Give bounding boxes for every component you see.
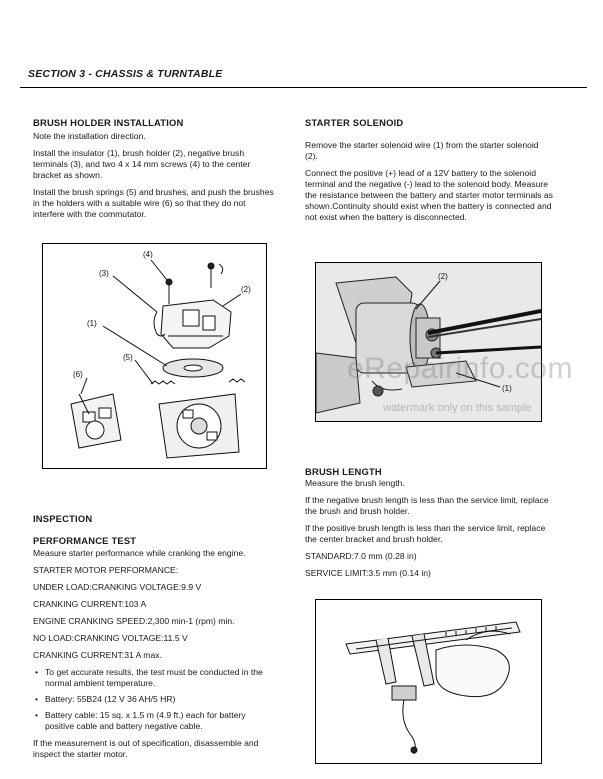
figure-label-1: (1) bbox=[87, 319, 97, 328]
brush-holder-paragraph: Install the insulator (1), brush holder (2), negative brush terminals (3), and two 4 x 14 mm screws (4) to the center bracket as shown. bbox=[33, 148, 251, 180]
watermark-note: watermark only on this sample bbox=[383, 402, 532, 414]
figure-label-3: (3) bbox=[99, 269, 109, 278]
inspection-section bbox=[33, 513, 276, 766]
brush-length-paragraph: Measure the brush length. bbox=[305, 478, 405, 488]
spec-line: CRANKING CURRENT:31 A max. bbox=[33, 650, 162, 660]
brush-holder-paragraph: Install the brush springs (5) and brushes, and push the brushes in the holders with a suitable wire (6) so that they do not interfere with the commutator. bbox=[33, 187, 274, 219]
solenoid-paragraph: Connect the positive (+) lead of a 12V battery to the solenoid terminal and the negative (-) lead to the solenoid body. Measure the resistance between the battery and starter motor terminals as shown.Continuity should exist when the battery is connected and not exist when the battery is disconnected. bbox=[305, 168, 553, 222]
note-item: • Battery cable: 15 sq. x 1.5 m (4.9 ft.) each for battery positive cable and battery negative cable. bbox=[45, 710, 276, 732]
service-limit-spec: SERVICE LIMIT:3.5 mm (0.14 in) bbox=[305, 568, 431, 578]
inspection-closing: If the measurement is out of specification, disassemble and inspect the starter motor. bbox=[33, 738, 259, 759]
header-divider bbox=[20, 87, 587, 88]
figure-label-5: (5) bbox=[123, 353, 133, 362]
brush-holder-section bbox=[33, 117, 276, 226]
solenoid-paragraph: Remove the starter solenoid wire (1) from the starter solenoid (2). bbox=[305, 140, 539, 161]
brush-holder-paragraph: Note the installation direction. bbox=[33, 131, 146, 141]
brush-length-paragraph: If the negative brush length is less than the service limit, replace the brush and brush holder. bbox=[305, 495, 549, 516]
figure-label-2: (2) bbox=[241, 285, 251, 294]
brush-length-paragraph: If the positive brush length is less than the service limit, replace the center bracket and brush holder. bbox=[305, 523, 546, 544]
inspection-notes bbox=[33, 667, 276, 732]
note-item: • Battery: 55B24 (12 V 36 AH/5 HR) bbox=[45, 694, 276, 705]
brush-length-heading: BRUSH LENGTH bbox=[305, 466, 382, 477]
starter-solenoid-figure bbox=[315, 262, 542, 422]
spec-line: CRANKING CURRENT:103 A bbox=[33, 599, 147, 609]
solenoid-label-1: (1) bbox=[502, 384, 512, 393]
starter-solenoid-heading: STARTER SOLENOID bbox=[305, 117, 404, 128]
starter-solenoid-section bbox=[305, 117, 553, 229]
spec-line: NO LOAD:CRANKING VOLTAGE:11.5 V bbox=[33, 633, 188, 643]
watermark-site: eRepairinfo.com bbox=[347, 352, 573, 385]
section-title: SECTION 3 - CHASSIS & TURNTABLE bbox=[28, 68, 223, 80]
brush-holder-heading: BRUSH HOLDER INSTALLATION bbox=[33, 117, 184, 128]
spec-line: STARTER MOTOR PERFORMANCE: bbox=[33, 565, 179, 575]
spec-line: ENGINE CRANKING SPEED:2,300 min-1 (rpm) min. bbox=[33, 616, 235, 626]
performance-intro: Measure starter performance while cranking the engine. bbox=[33, 548, 246, 558]
figure-label-6: (6) bbox=[73, 370, 83, 379]
spec-line: UNDER LOAD:CRANKING VOLTAGE:9.9 V bbox=[33, 582, 202, 592]
brush-holder-figure bbox=[42, 243, 267, 469]
standard-spec: STANDARD:7.0 mm (0.28 in) bbox=[305, 551, 417, 561]
figure-label-4: (4) bbox=[143, 250, 153, 259]
performance-test-heading: PERFORMANCE TEST bbox=[33, 535, 137, 546]
inspection-heading: INSPECTION bbox=[33, 513, 93, 524]
brush-length-section bbox=[305, 466, 553, 585]
brush-length-figure bbox=[315, 599, 542, 764]
solenoid-label-2: (2) bbox=[438, 272, 448, 281]
note-item: • To get accurate results, the test must be conducted in the normal ambient temperature. bbox=[45, 667, 276, 689]
